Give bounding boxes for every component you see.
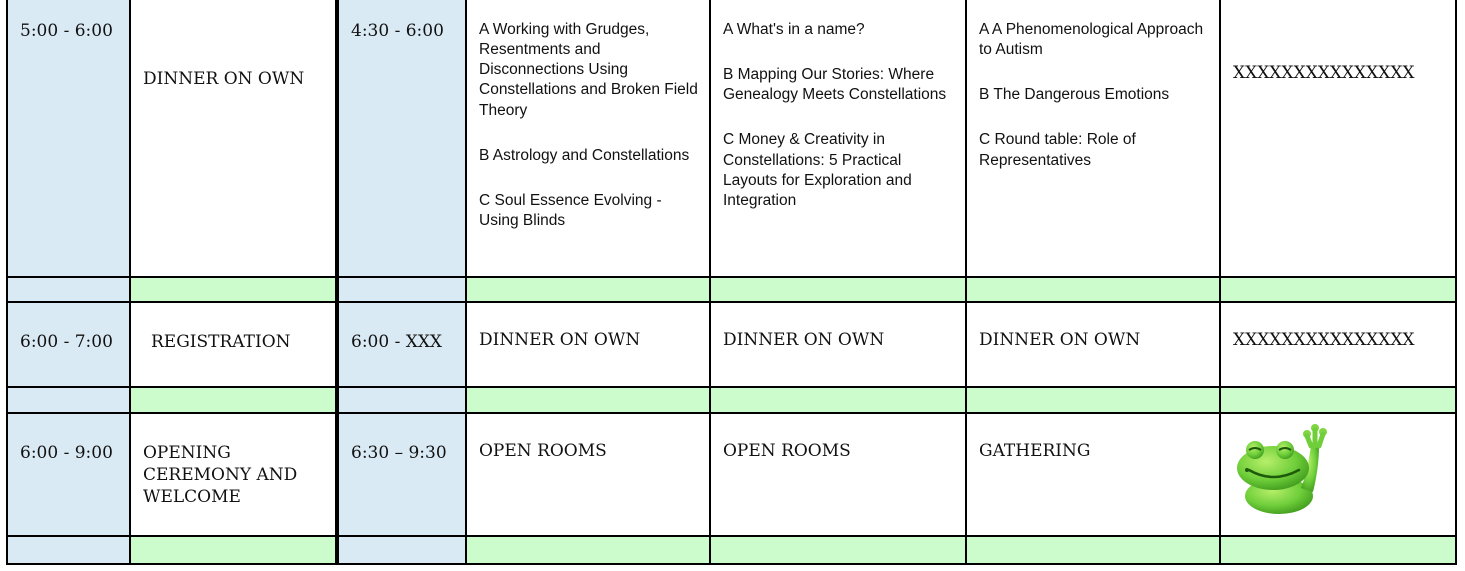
spacer-cell bbox=[467, 278, 711, 303]
schedule-table bbox=[6, 0, 1461, 566]
spacer-cell bbox=[131, 537, 337, 565]
session-item: A What's in a name? bbox=[723, 21, 865, 38]
time-cell: 5:00 - 6:00 bbox=[6, 0, 131, 278]
time-cell: 6:00 - XXX bbox=[339, 303, 467, 388]
session-item: C Round table: Role of Representatives bbox=[979, 131, 1136, 169]
session-cell bbox=[711, 0, 967, 278]
spacer-cell bbox=[967, 388, 1221, 414]
placeholder-cell: XXXXXXXXXXXXXXX bbox=[1221, 303, 1457, 388]
day1-cell: DINNER ON OWN bbox=[131, 0, 337, 278]
spacer-cell bbox=[6, 537, 131, 565]
spacer-cell bbox=[467, 388, 711, 414]
session-item: A Working with Grudges, Resentments and Disconnections Using Constellations and Broken Field Theory bbox=[479, 21, 698, 119]
spacer-cell bbox=[711, 278, 967, 303]
session-cell: OPEN ROOMS bbox=[711, 414, 967, 537]
session-cell: OPEN ROOMS bbox=[467, 414, 711, 537]
day1-cell: REGISTRATION bbox=[131, 303, 337, 388]
spacer-cell bbox=[711, 388, 967, 414]
frog-waving-image bbox=[1229, 418, 1329, 516]
session-cell: DINNER ON OWN bbox=[711, 303, 967, 388]
spacer-cell bbox=[1221, 278, 1457, 303]
time-cell: 6:30 – 9:30 bbox=[339, 414, 467, 537]
spacer-cell bbox=[1221, 537, 1457, 565]
spacer-cell bbox=[6, 278, 131, 303]
spacer-cell bbox=[967, 278, 1221, 303]
placeholder-cell: XXXXXXXXXXXXXXX bbox=[1221, 0, 1457, 278]
spacer-cell bbox=[967, 537, 1221, 565]
session-item: C Soul Essence Evolving -Using Blinds bbox=[479, 191, 662, 229]
session-cell: GATHERING bbox=[967, 414, 1221, 537]
session-item: B The Dangerous Emotions bbox=[979, 86, 1170, 104]
spacer-cell bbox=[339, 388, 467, 414]
spacer-cell bbox=[339, 537, 467, 565]
session-cell: DINNER ON OWN bbox=[467, 303, 711, 388]
frog-cell bbox=[1221, 414, 1457, 537]
session-cell: DINNER ON OWN bbox=[967, 303, 1221, 388]
spacer-cell bbox=[711, 537, 967, 565]
spacer-cell bbox=[131, 278, 337, 303]
session-cell bbox=[967, 0, 1221, 278]
spacer-cell bbox=[131, 388, 337, 414]
session-cell bbox=[467, 0, 711, 278]
session-item: B Astrology and Constellations bbox=[479, 146, 690, 164]
spacer-cell bbox=[339, 278, 467, 303]
time-cell: 6:00 - 7:00 bbox=[6, 303, 131, 388]
session-item: B Mapping Our Stories: Where Genealogy Meets Constellations bbox=[723, 66, 947, 104]
spacer-cell bbox=[1221, 388, 1457, 414]
session-item: A A Phenomenological Approach to Autism bbox=[979, 21, 1204, 59]
spacer-cell bbox=[6, 388, 131, 414]
day1-cell: OPENING CEREMONY AND WELCOME bbox=[131, 414, 337, 537]
time-cell: 6:00 - 9:00 bbox=[6, 414, 131, 537]
spacer-cell bbox=[467, 537, 711, 565]
time-cell: 4:30 - 6:00 bbox=[339, 0, 467, 278]
session-item: C Money & Creativity in Constellations: 5 Practical Layouts for Exploration and Integration bbox=[723, 131, 912, 209]
